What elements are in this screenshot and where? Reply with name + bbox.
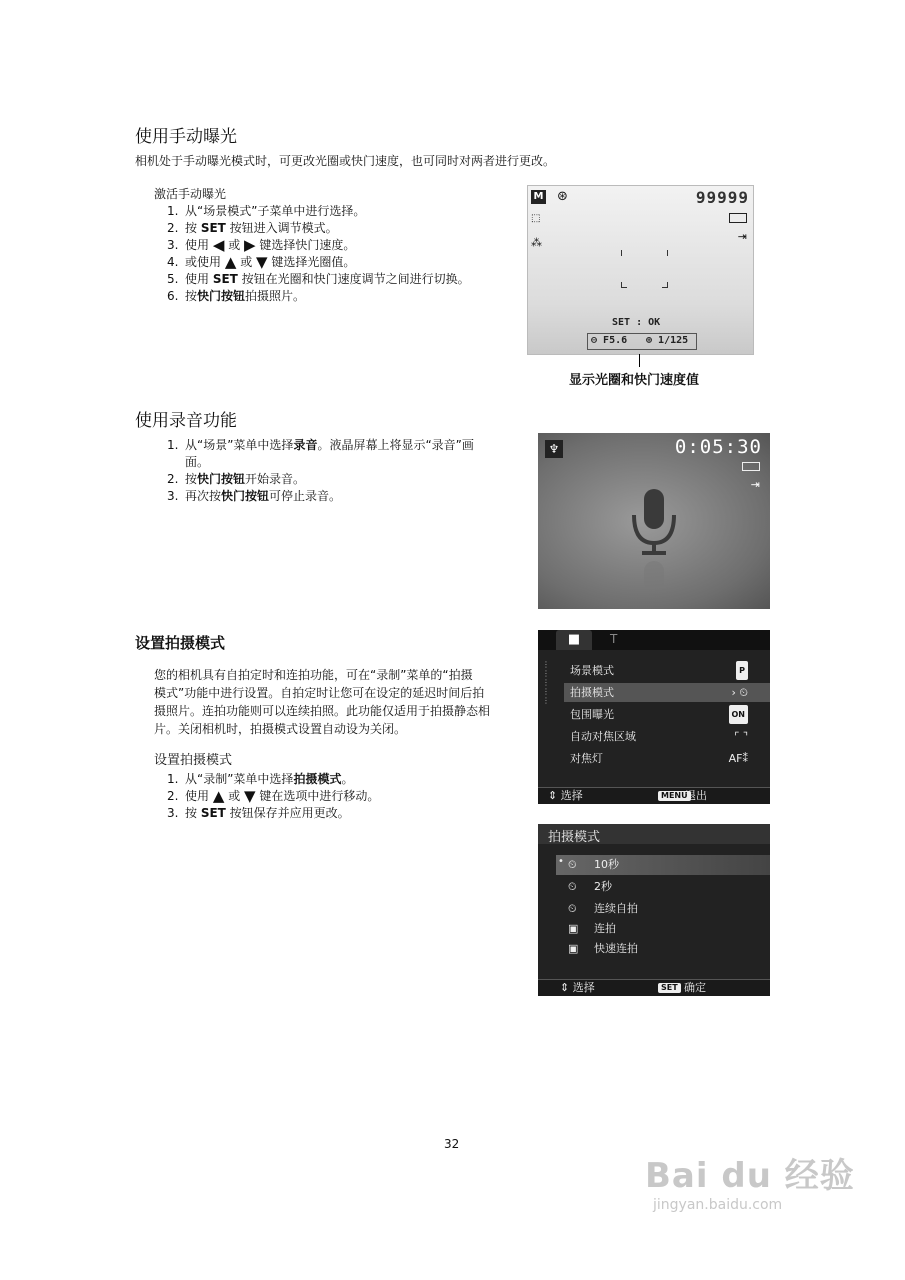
section-title-manual: 使用手动曝光: [135, 127, 237, 147]
drive-steps: [167, 771, 379, 822]
section-title-voice: 使用录音功能: [135, 411, 237, 431]
quality-icon: ⁂: [531, 236, 542, 249]
baidu-logo: Bai du 经验: [645, 1156, 855, 1196]
mode-m-icon: M: [531, 190, 546, 204]
list-item: 3. 按 SET 按钮保存并应用更改。: [167, 806, 350, 820]
drive-mode-screen: [538, 824, 770, 996]
menu-item-bracket[interactable]: 包围曝光 ON: [570, 705, 748, 724]
list-item: 6. 按快门按钮拍摄照片。: [167, 289, 306, 303]
burst-fast-icon: ▣: [568, 942, 579, 955]
battery-icon: [729, 213, 747, 223]
image-size-icon: ⬚: [531, 213, 541, 224]
self-timer-icon: ⏲: [568, 902, 577, 915]
menu-item-scene[interactable]: 场景模式 P: [570, 661, 748, 680]
watermark: [645, 1148, 855, 1213]
setup-tab-icon[interactable]: T: [610, 632, 618, 646]
option-high-speed-burst[interactable]: ▣ 快速连拍: [568, 939, 638, 959]
confirm-hint: 确定: [684, 981, 706, 994]
voice-record-screen: [538, 433, 770, 609]
exit-hint: 退出: [685, 789, 707, 802]
select-hint: ⇕ 选择: [548, 789, 583, 802]
option-2s[interactable]: ⏲ 2秒: [568, 877, 612, 897]
option-burst[interactable]: ▣ 连拍: [568, 919, 616, 939]
manual-steps: [167, 203, 470, 305]
list-item: 1. 从“场景模式”子菜单中进行选择。: [167, 204, 366, 218]
record-menu-screen: [538, 630, 770, 804]
focus-bracket: [662, 282, 668, 288]
list-item: 面。: [185, 455, 210, 469]
submenu-title: 拍摄模式: [548, 830, 601, 845]
list-item: 3. 再次按快门按钮可停止录音。: [167, 489, 342, 503]
list-item: 4. 或使用 ▲ 或 ▼ 键选择光圈值。: [167, 253, 356, 271]
aperture-icon: ⊖: [591, 335, 604, 346]
self-timer-icon: ⏲: [568, 858, 577, 871]
callout-line: [639, 354, 640, 367]
set-ok-label: SET : OK: [612, 317, 661, 328]
list-item: 3. 使用 ◀ 或 ▶ 键选择快门速度。: [167, 236, 356, 254]
aperture-value: F5.6: [603, 335, 628, 346]
drive-subheading: 设置拍摄模式: [154, 753, 233, 768]
shutter-value: 1/125: [658, 335, 689, 346]
record-timer: 0:05:30: [674, 436, 762, 458]
up-arrow-icon: ▲: [224, 253, 237, 271]
manual-intro: 相机处于手动曝光模式时，可更改光圈或快门速度，也可同时对两者进行更改。: [135, 154, 556, 168]
callout-label: 显示光圈和快门速度值: [569, 373, 700, 388]
list-item: 1. 从“场景”菜单中选择录音。液晶屏幕上将显示“录音”画: [167, 438, 474, 452]
shots-remaining: 99999: [695, 188, 749, 207]
list-item: 1. 从“录制”菜单中选择拍摄模式。: [167, 772, 354, 786]
menu-key-icon: MENU: [658, 791, 691, 801]
list-item: 2. 按 SET 按钮进入调节模式。: [167, 221, 338, 235]
menu-item-af-area[interactable]: 自动对焦区域 ⌜ ⌝: [570, 730, 748, 743]
list-item: 5. 使用 SET 按钮在光圈和快门速度调节之间进行切换。: [167, 272, 470, 286]
option-continuous-timer[interactable]: ⏲ 连续自拍: [568, 899, 638, 919]
page-number: 32: [444, 1137, 460, 1151]
menu-footer: [538, 787, 770, 804]
battery-icon: [742, 462, 760, 471]
manual-exposure-screen: [527, 185, 754, 355]
left-arrow-icon: ◀: [212, 236, 225, 254]
down-arrow-icon: ▼: [256, 253, 268, 271]
section-title-drive: 设置拍摄模式: [135, 634, 226, 652]
right-arrow-icon: ▶: [244, 236, 256, 254]
list-item: 2. 按快门按钮开始录音。: [167, 472, 306, 486]
set-key-icon: SET: [658, 983, 681, 993]
list-item: 2. 使用 ▲ 或 ▼ 键在选项中进行移动。: [167, 787, 380, 805]
down-arrow-icon: ▼: [244, 787, 256, 805]
option-10s[interactable]: ⏲ 10秒: [568, 855, 619, 875]
memory-card-icon: ⇥: [750, 478, 760, 491]
drive-paragraph: 您的相机具有自拍定时和连拍功能，可在“录制”菜单的“拍摄 模式”功能中进行设置。自拍定时让您可在设定的延迟时间后拍 摄照片。连拍功能则可以连续拍照。此功能仅适用于拍摄静态相 片。关闭相机时，拍摄模式设置自动设为关闭。: [154, 668, 491, 736]
voice-steps: [167, 437, 474, 505]
watermark-url: jingyan.baidu.com: [653, 1197, 783, 1213]
submenu-footer: [538, 979, 770, 996]
menu-item-drive-mode[interactable]: 拍摄模式 › ⏲: [570, 686, 748, 699]
up-arrow-icon: ▲: [212, 787, 225, 805]
focus-bracket: [621, 250, 627, 256]
scroll-indicator: ⋮ ⋮ ⋮ ⋮ ⋮: [542, 660, 550, 705]
memory-card-icon: ⇥: [737, 230, 747, 243]
self-timer-icon: ⏲: [568, 880, 577, 893]
camera-tab-icon[interactable]: ■: [556, 630, 592, 650]
shutter-icon: ⊕: [646, 335, 659, 346]
menu-item-af-lamp[interactable]: 对焦灯 AF⁑: [570, 752, 748, 765]
focus-bracket: [621, 282, 627, 288]
microphone-icon: [628, 485, 680, 605]
focus-bracket: [662, 250, 668, 256]
manual-subheading: 激活手动曝光: [154, 187, 227, 201]
burst-icon: ▣: [568, 922, 579, 935]
microphone-mode-icon: ♆: [545, 440, 563, 458]
flash-off-icon: ⊛: [557, 189, 568, 204]
selected-dot: •: [558, 856, 564, 867]
select-hint: ⇕ 选择: [560, 981, 595, 994]
